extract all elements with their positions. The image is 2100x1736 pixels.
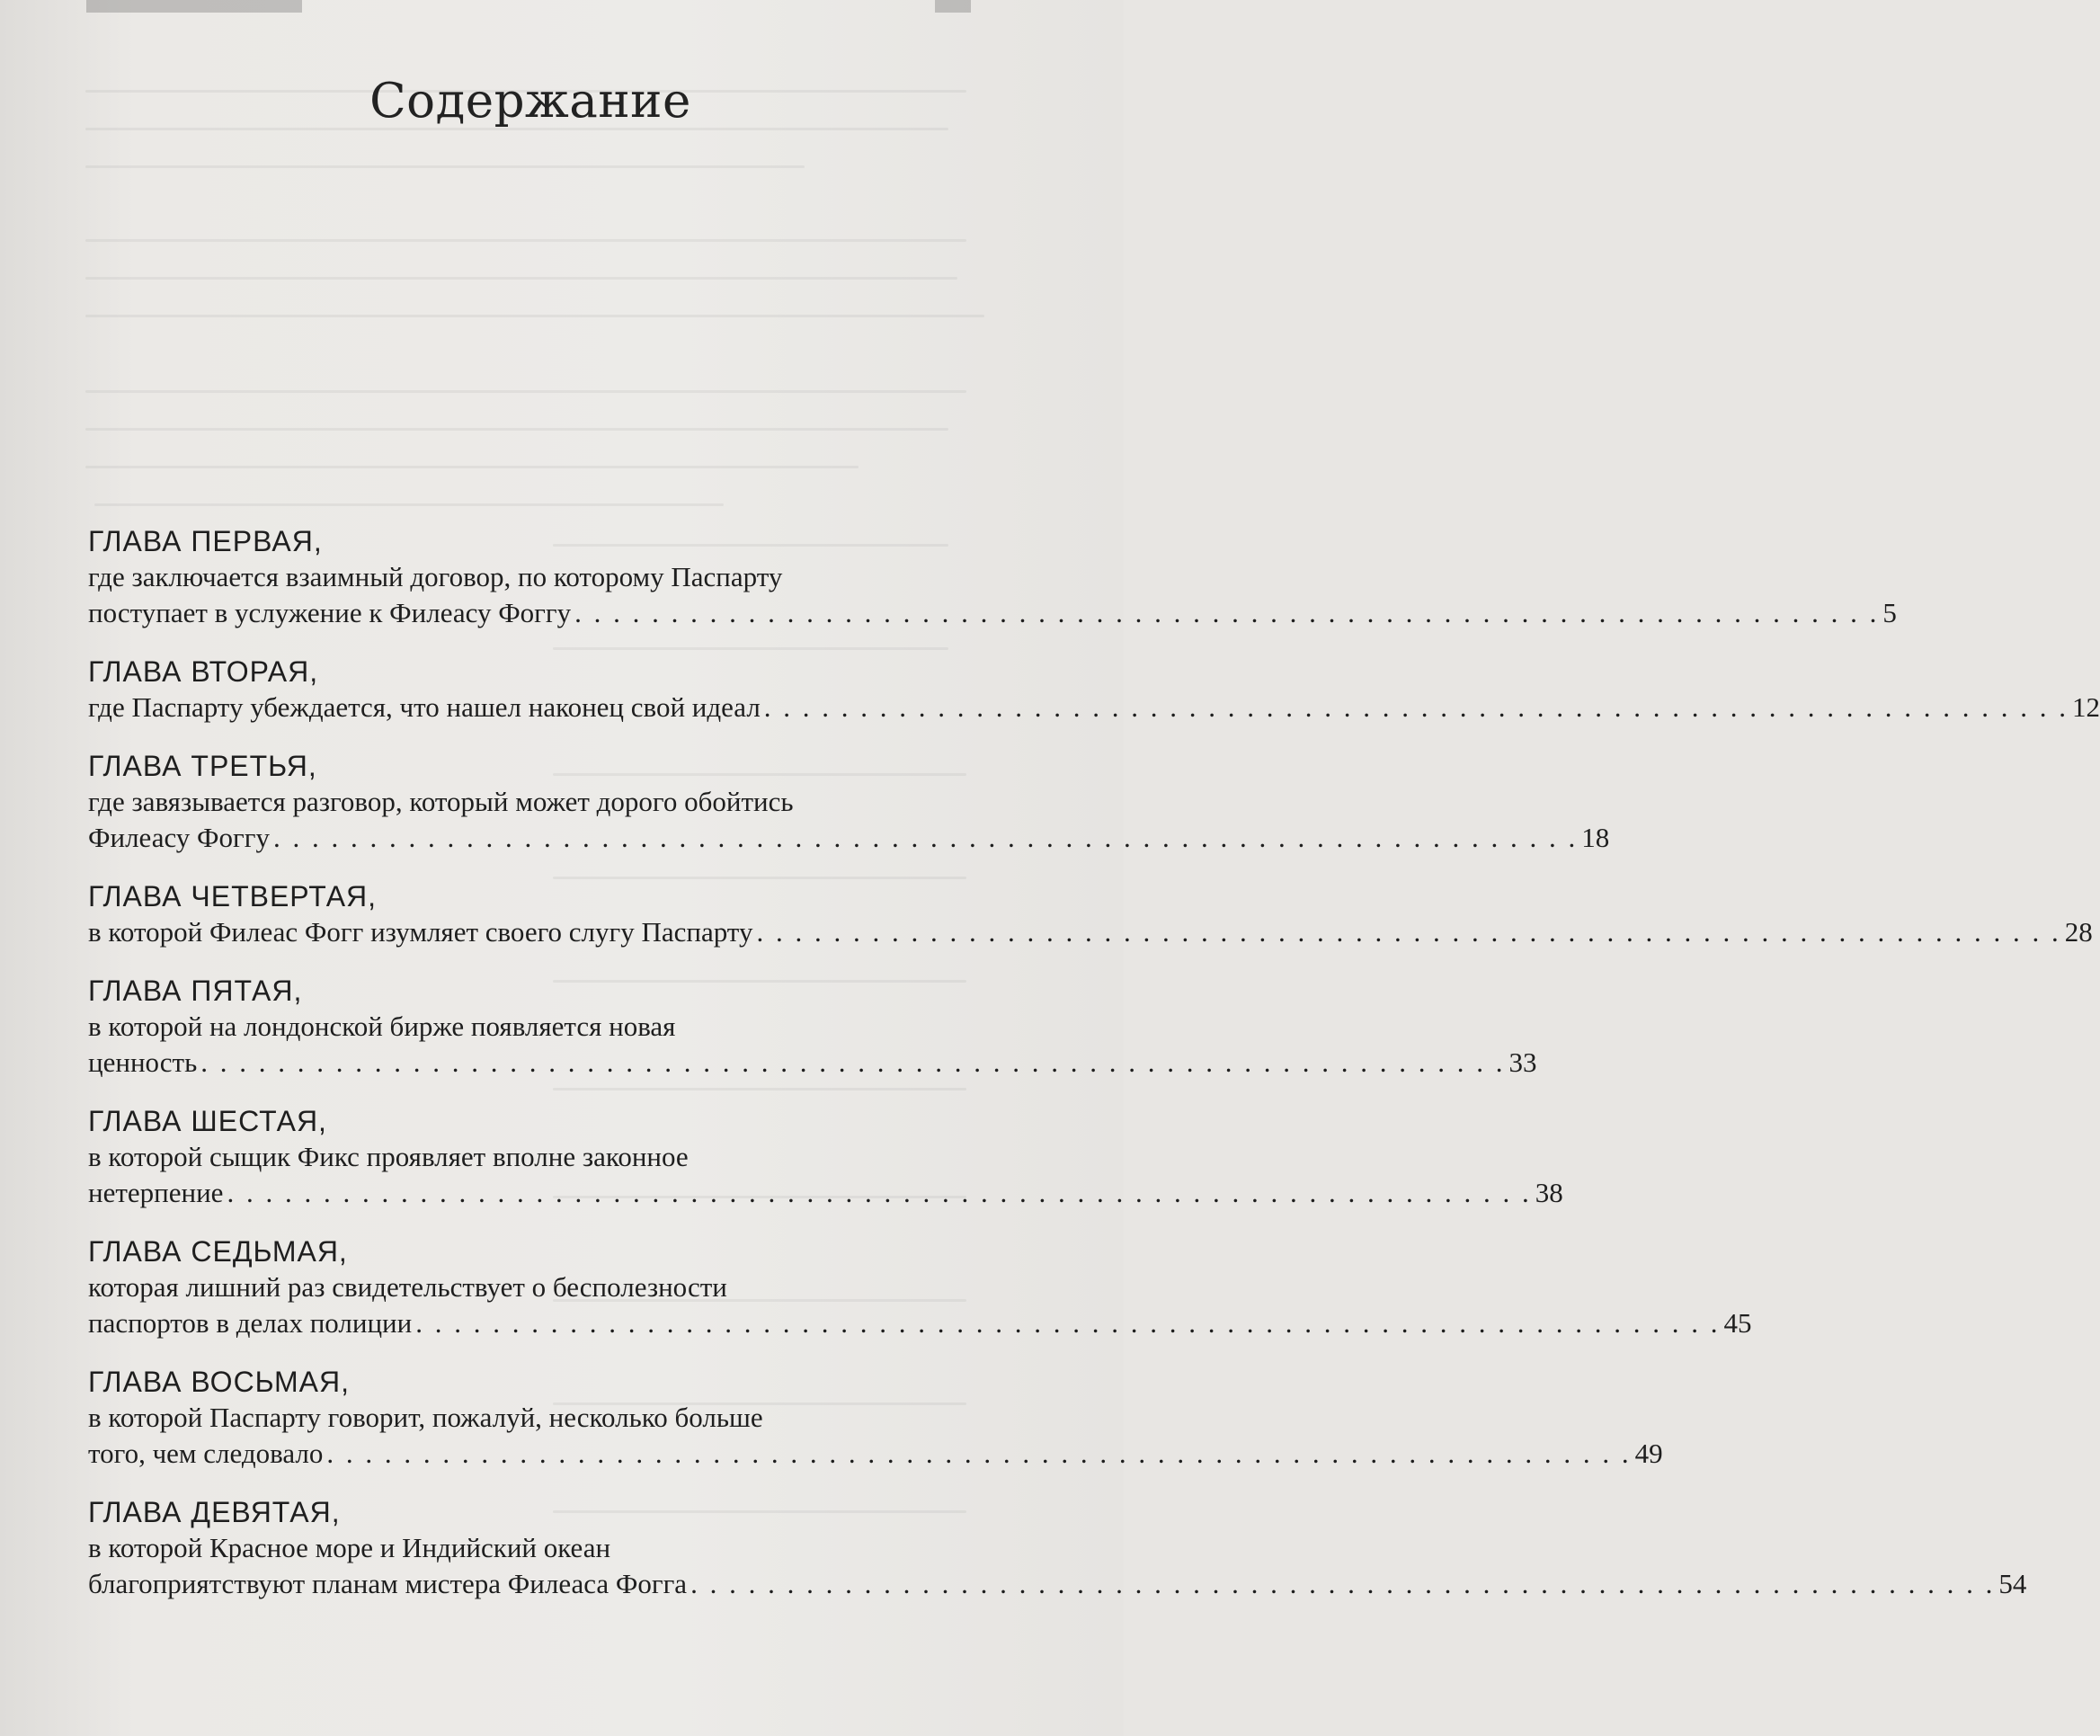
dot-leader: . . . . . . . . . . . . . . . . . . . . . . . . . . . . . . . . . . . . . . . . . . . . . . . . . . . . . . . . . . . . . . . . . . . . — [763, 691, 2069, 723]
chapter-heading: ГЛАВА ВТОРАЯ, — [88, 655, 319, 688]
dot-leader: . . . . . . . . . . . . . . . . . . . . . . . . . . . . . . . . . . . . . . . . . . . . . . . . . . . . . . . . . . . . . . . . . . . . — [227, 1177, 1532, 1208]
chapter-description: в которой Филеас Фогг изумляет своего слугу Паспарту — [88, 916, 753, 948]
chapter-description: которая лишний раз свидетельствует о бесполезности — [88, 1271, 727, 1303]
chapter-last-line — [88, 595, 1897, 631]
chapter-description: в которой Паспарту говорит, пожалуй, несколько больше — [88, 1402, 763, 1433]
chapter-heading: ГЛАВА СЕДЬМАЯ, — [88, 1235, 348, 1268]
chapter-description: где завязывается разговор, который может дорого обойтись — [88, 786, 794, 817]
chapter-last-line — [88, 1175, 1563, 1211]
chapter-description: где Паспарту убеждается, что нашел наконец свой идеал — [88, 691, 761, 723]
chapter-description: Филеасу Фоггу — [88, 822, 270, 853]
chapter-last-line — [88, 1436, 1663, 1472]
dot-leader: . . . . . . . . . . . . . . . . . . . . . . . . . . . . . . . . . . . . . . . . . . . . . . . . . . . . . . . . . . . . . . . . . . . . — [415, 1307, 1721, 1339]
page-number-remnant — [935, 0, 971, 13]
chapter-description: в которой Красное море и Индийский океан — [88, 1532, 611, 1563]
page-number: 49 — [1634, 1438, 1663, 1469]
chapter-last-line — [88, 1045, 1537, 1081]
toc-entry — [88, 973, 1537, 1081]
toc-entry — [88, 1233, 1752, 1341]
chapter-description: того, чем следовало — [88, 1438, 324, 1469]
chapter-description: поступает в услужение к Филеасу Фоггу — [88, 597, 572, 628]
dot-leader: . . . . . . . . . . . . . . . . . . . . . . . . . . . . . . . . . . . . . . . . . . . . . . . . . . . . . . . . . . . . . . . . . . . . — [272, 822, 1579, 853]
dot-leader: . . . . . . . . . . . . . . . . . . . . . . . . . . . . . . . . . . . . . . . . . . . . . . . . . . . . . . . . . . . . . . . . . . . . — [200, 1046, 1506, 1078]
toc-entry — [88, 748, 1610, 856]
dot-leader: . . . . . . . . . . . . . . . . . . . . . . . . . . . . . . . . . . . . . . . . . . . . . . . . . . . . . . . . . . . . . . . . . . . . — [574, 597, 1880, 628]
chapter-heading: ГЛАВА ЧЕТВЕРТАЯ, — [88, 880, 378, 913]
chapter-last-line — [88, 1566, 2027, 1602]
chapter-description: в которой на лондонской бирже появляется новая — [88, 1010, 676, 1042]
page-number: 12 — [2072, 691, 2100, 723]
chapter-description: паспортов в делах полиции — [88, 1307, 413, 1339]
chapter-last-line — [88, 690, 2100, 726]
chapter-heading: ГЛАВА ДЕВЯТАЯ, — [88, 1496, 341, 1528]
page-number: 5 — [1882, 597, 1897, 628]
table-of-contents — [88, 523, 2100, 1625]
page-number: 33 — [1508, 1046, 1537, 1078]
chapter-heading: ГЛАВА ПЕРВАЯ, — [88, 525, 323, 557]
running-header-remnant — [86, 0, 302, 13]
chapter-description: ценность — [88, 1046, 198, 1078]
chapter-heading: ГЛАВА ШЕСТАЯ, — [88, 1105, 327, 1137]
chapter-description: в которой сыщик Фикс проявляет вполне законное — [88, 1141, 689, 1172]
chapter-description: благоприятствуют планам мистера Филеаса Фогга — [88, 1568, 688, 1599]
chapter-description: где заключается взаимный договор, по которому Паспарту — [88, 561, 783, 592]
chapter-last-line — [88, 914, 2093, 950]
page-title: Содержание — [369, 74, 691, 129]
chapter-last-line — [88, 820, 1610, 856]
page-number: 28 — [2064, 916, 2093, 948]
dot-leader: . . . . . . . . . . . . . . . . . . . . . . . . . . . . . . . . . . . . . . . . . . . . . . . . . . . . . . . . . . . . . . . . . . . . — [326, 1438, 1632, 1469]
page-number: 45 — [1723, 1307, 1752, 1339]
chapter-heading: ГЛАВА ТРЕТЬЯ, — [88, 750, 317, 782]
page-number: 18 — [1581, 822, 1610, 853]
dot-leader: . . . . . . . . . . . . . . . . . . . . . . . . . . . . . . . . . . . . . . . . . . . . . . . . . . . . . . . . . . . . . . . . . . . . — [690, 1568, 1996, 1599]
chapter-last-line — [88, 1305, 1752, 1341]
toc-entry — [88, 523, 1897, 631]
chapter-heading: ГЛАВА ПЯТАЯ, — [88, 975, 303, 1007]
toc-entry — [88, 1364, 1663, 1472]
page-number: 54 — [1998, 1568, 2027, 1599]
toc-entry — [88, 1494, 2027, 1602]
toc-entry — [88, 878, 2093, 950]
toc-entry — [88, 1103, 1563, 1211]
toc-entry — [88, 654, 2100, 726]
chapter-heading: ГЛАВА ВОСЬМАЯ, — [88, 1366, 350, 1398]
chapter-description: нетерпение — [88, 1177, 224, 1208]
dot-leader: . . . . . . . . . . . . . . . . . . . . . . . . . . . . . . . . . . . . . . . . . . . . . . . . . . . . . . . . . . . . . . . . . . . . — [756, 916, 2061, 948]
page-number: 38 — [1535, 1177, 1563, 1208]
